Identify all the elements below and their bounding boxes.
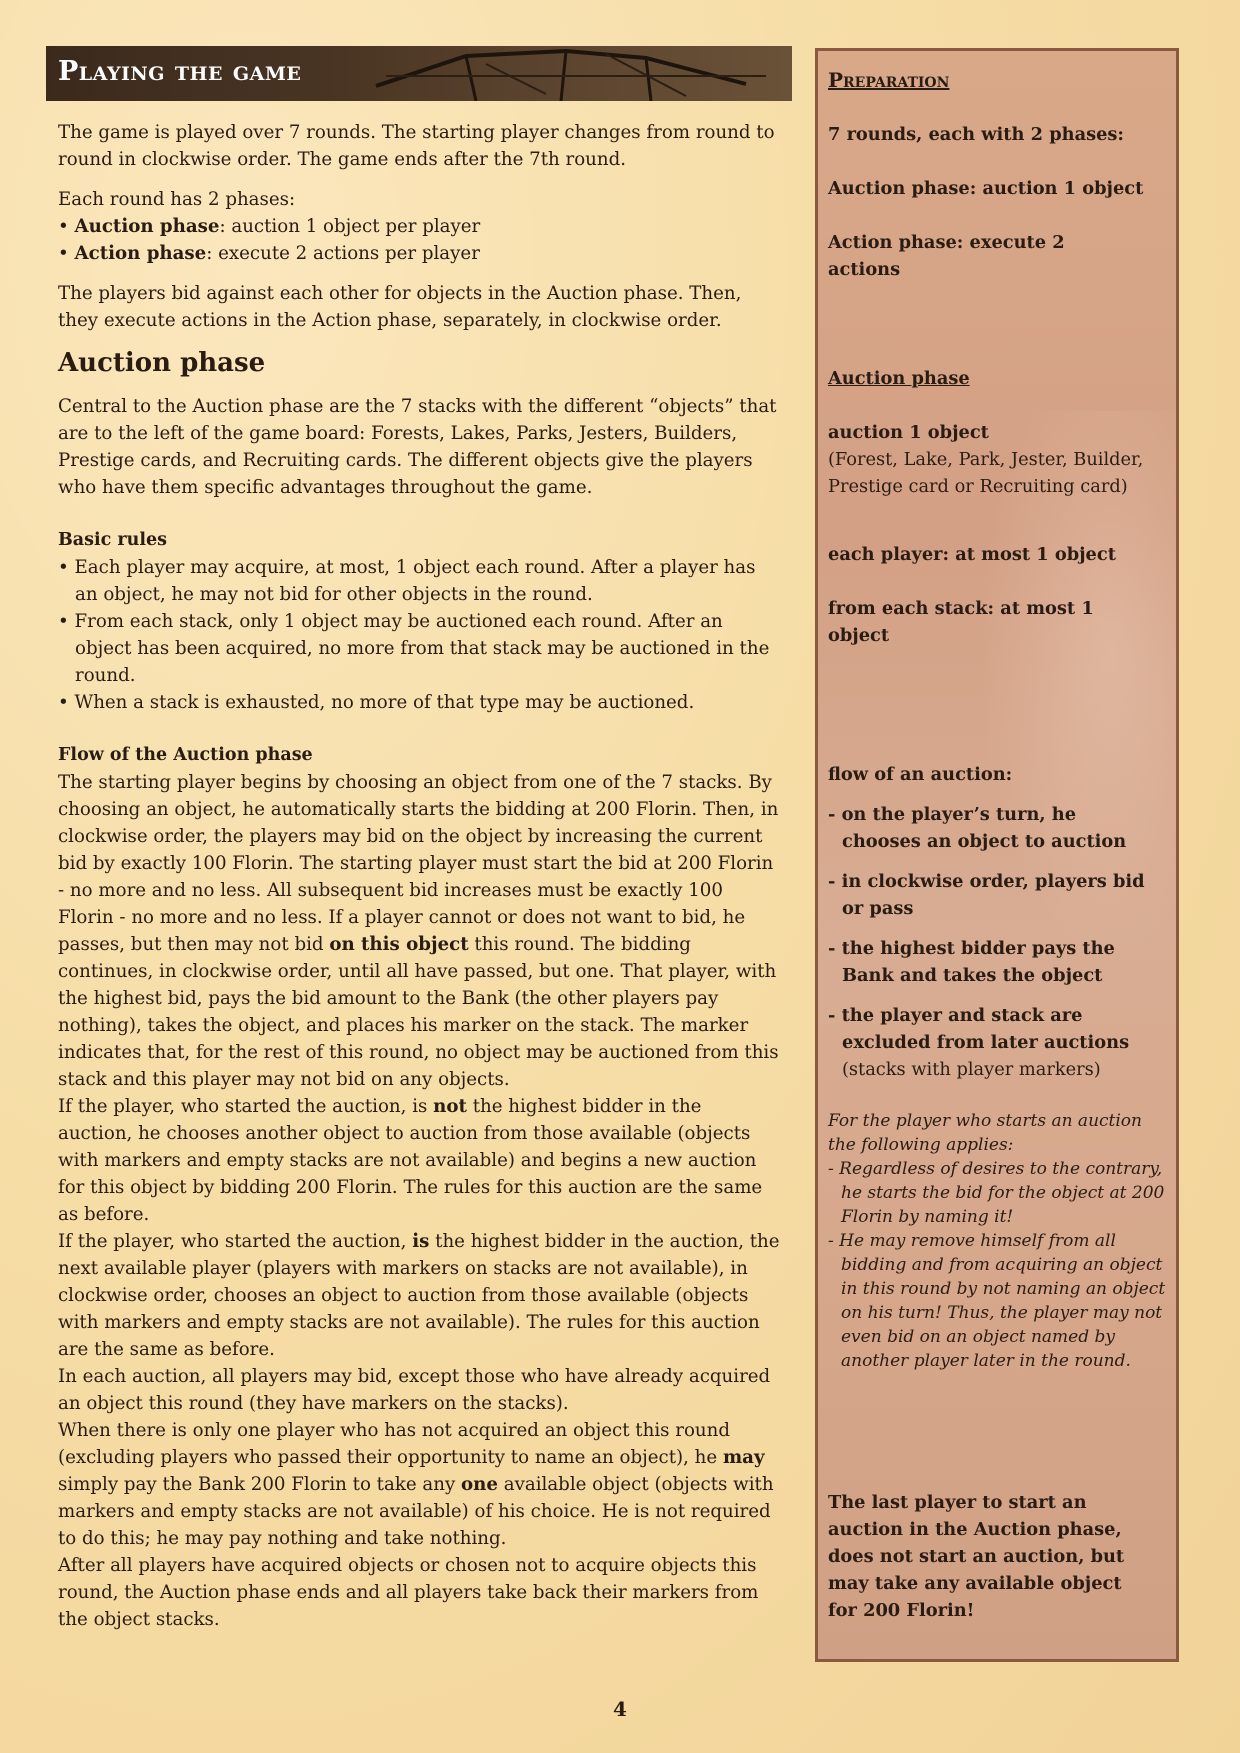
section-title: Playing the game (58, 56, 302, 87)
sidebar-note: each player: at most 1 object (828, 544, 1116, 565)
phase-item: • Auction phase: auction 1 object per player (58, 216, 481, 237)
sidebar-subheading: Auction phase (828, 368, 970, 389)
intro-paragraph: The game is played over 7 rounds. The starting player changes from round to round in clockwise order. The game ends after the 7th round. (58, 122, 775, 170)
sidebar-note: 7 rounds, each with 2 phases: (828, 124, 1124, 145)
sidebar-italic-item: - He may remove himself from all bidding and from acquiring an object in this round by not naming an object on his turn! Thus, the player may not even bid on an object named by another player later in the round. (828, 1231, 1166, 1371)
flow-paragraph: When there is only one player who has not acquired an object this round (excluding players who passed their opportunity to name an object), he may simply pay the Bank 200 Florin to take any one available object (objects with markers and empty stacks are not available) of his choice. He is not required to do this; he may pay nothing and take nothing. (58, 1420, 774, 1549)
rule-item: • When a stack is exhausted, no more of that type may be auctioned. (58, 692, 695, 713)
sidebar-note: auction 1 object (Forest, Lake, Park, Jester, Builder, Prestige card or Recruiting card) (828, 422, 1144, 497)
sidebar-flow-item: - on the player’s turn, he chooses an object to auction (828, 804, 1127, 852)
intro-paragraph: The players bid against each other for objects in the Auction phase. Then, they execute actions in the Action phase, separately, in clockwise order. (58, 283, 742, 331)
rule-item: • From each stack, only 1 object may be auctioned each round. After an object has been acquired, no more from that stack may be auctioned in the round. (58, 611, 770, 686)
main-column (46, 46, 792, 1633)
main-body (46, 119, 792, 1633)
page-number: 4 (613, 1697, 627, 1721)
flow-paragraph: If the player, who started the auction, is not the highest bidder in the auction, he chooses another object to auction from those available (objects with markers and empty stacks are not available) and begins a new auction for this object by bidding 200 Florin. The rules for this auction are the same as before. (58, 1096, 763, 1225)
basic-rules-heading: Basic rules (58, 530, 167, 550)
flow-paragraph: The starting player begins by choosing an object from one of the 7 stacks. By choosing an object, he automatically starts the bidding at 200 Florin. Then, in clockwise order, the players may bid on the object by increasing the current bid by exactly 100 Florin. The starting player must start the bid at 200 Florin - no more and no less. All subsequent bid increases must be exactly 100 Florin - no more and no less. If a player cannot or does not want to bid, he passes, but then may not bid on this object this round. The bidding continues, in clockwise order, until all have passed, but one. That player, with the highest bid, pays the bid amount to the Bank (the other players pay nothing), takes the object, and places his marker on the stack. The marker indicates that, for the rest of this round, no object may be auctioned from this stack and this player may not bid on any objects. (58, 772, 779, 1090)
flow-paragraph: In each auction, all players may bid, except those who have already acquired an object this round (they have markers on the stacks). (58, 1366, 771, 1414)
sidebar-flow-item: - the highest bidder pays the Bank and takes the object (828, 938, 1115, 986)
sidebar-final-note: The last player to start an auction in the Auction phase, does not start an auction, but may take any available object for 200 Florin! (828, 1492, 1125, 1621)
phases-intro: Each round has 2 phases: (58, 189, 296, 210)
sidebar-flow-item: - the player and stack are excluded from later auctions (828, 1005, 1130, 1053)
sidebar-flow-note: (stacks with player markers) (842, 1059, 1101, 1080)
phase-item: • Action phase: execute 2 actions per player (58, 243, 480, 264)
sidebar-italic-item: - Regardless of desires to the contrary, he starts the bid for the object at 200 Florin by naming it! (828, 1159, 1165, 1227)
sidebar-title: Preparation (828, 68, 950, 92)
sidebar-italic-note: For the player who starts an auction the following applies: - Regardless of desires to the contrary, he starts the bid for the object at 200 Florin by naming it! - He may remove himself from all bidding and from acquiring an object in this round by not naming an object on his turn! Thus, the player may not even bid on an object named by another player later in the round. (818, 1109, 1168, 1373)
sidebar-note: Action phase: execute 2 actions (828, 232, 1065, 280)
preparation-sidebar (815, 48, 1179, 1662)
sidebar-subheading: flow of an auction: (828, 764, 1013, 785)
section-banner (46, 46, 792, 101)
flow-paragraph: After all players have acquired objects or chosen not to acquire objects this round, the Auction phase ends and all players take back their markers from the object stacks. (58, 1555, 759, 1630)
auction-heading: Auction phase (58, 348, 266, 378)
flow-paragraph: If the player, who started the auction, is the highest bidder in the auction, the next available player (players with markers on stacks are not available), in clockwise order, chooses an object to auction from those available (objects with markers and empty stacks are not available). The rules for this auction are the same as before. (58, 1231, 780, 1360)
rule-item: • Each player may acquire, at most, 1 object each round. After a player has an object, he may not bid for other objects in the round. (58, 557, 756, 605)
sidebar-flow-list (818, 801, 1158, 1083)
sidebar-note: Auction phase: auction 1 object (828, 178, 1144, 199)
auction-paragraph: Central to the Auction phase are the 7 stacks with the different “objects” that are to the left of the game board: Forests, Lakes, Parks, Jesters, Builders, Prestige cards, and Recruiting cards. The different objects give the players who have them specific advantages throughout the game. (58, 396, 777, 498)
sidebar-note: from each stack: at most 1 object (828, 598, 1094, 646)
sidebar-flow-item: - in clockwise order, players bid or pass (828, 871, 1145, 919)
flow-heading: Flow of the Auction phase (58, 745, 313, 765)
